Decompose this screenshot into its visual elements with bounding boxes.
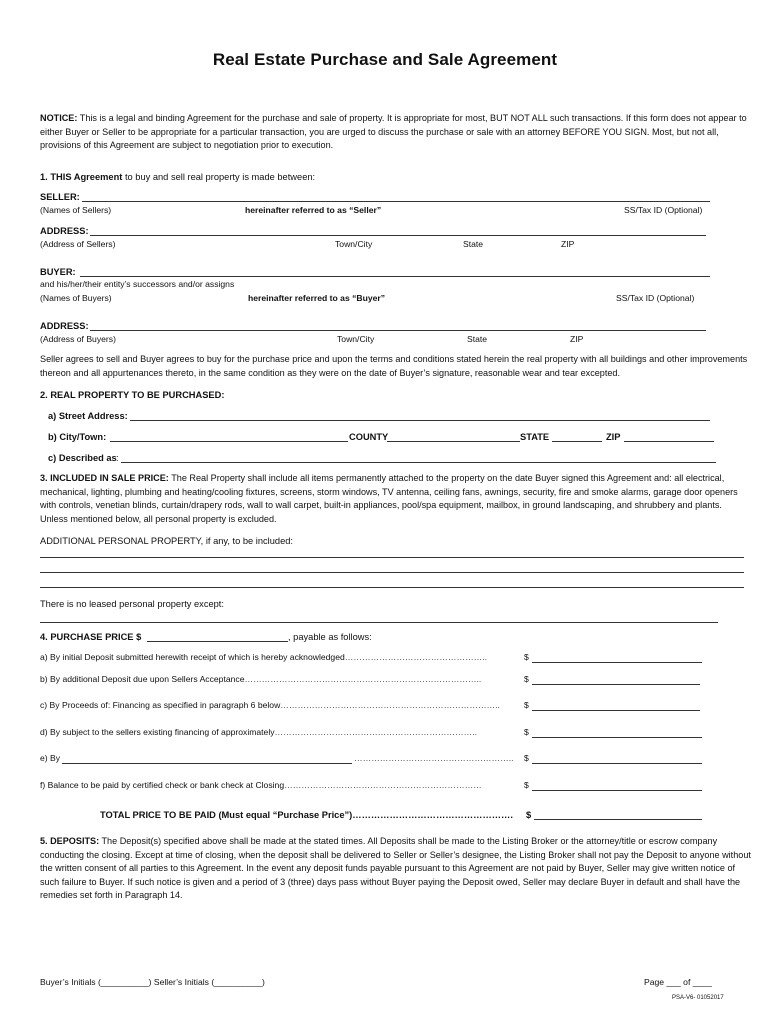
section-5-paragraph [40, 835, 752, 903]
price-a-dollar: $ [524, 652, 529, 662]
price-line-c-dots: ………………………………………………………………….. [280, 700, 500, 710]
price-f-dollar: $ [524, 780, 529, 790]
price-f-field[interactable] [532, 790, 702, 791]
price-a-field[interactable] [532, 662, 702, 663]
seller-address-caption: (Address of Sellers) [40, 239, 116, 249]
price-line-f [40, 779, 482, 792]
price-e-field[interactable] [532, 763, 702, 764]
seller-ref-caption: hereinafter referred to as “Seller” [245, 205, 382, 215]
seller-names-caption: (Names of Sellers) [40, 205, 112, 215]
street-address-field[interactable] [130, 420, 710, 421]
price-line-f-label: f) Balance to be paid by certified check or bank check at Closing [40, 780, 285, 790]
buyer-label: BUYER: [40, 267, 76, 277]
total-price-label: TOTAL PRICE TO BE PAID (Must equal “Purchase Price”) [100, 810, 353, 820]
city-town-label: b) City/Town: [48, 432, 107, 442]
seller-zip-caption: ZIP [561, 239, 575, 249]
purchase-price-label: 4. PURCHASE PRICE $ [40, 632, 142, 642]
price-line-a [40, 651, 487, 664]
buyer-town-caption: Town/City [337, 334, 375, 344]
section-3-bold: 3. INCLUDED IN SALE PRICE: [40, 473, 169, 483]
price-line-b-label: b) By additional Deposit due upon Sellers Acceptance [40, 674, 245, 684]
seller-name-field[interactable] [82, 201, 710, 202]
buyer-address-field[interactable] [90, 330, 706, 331]
page-number: Page ___ of ____ [644, 977, 712, 987]
initials-line[interactable]: Buyer’s Initials (__________) Seller’s Initials (__________) [40, 977, 265, 987]
price-c-dollar: $ [524, 700, 529, 710]
price-line-a-dots: ………………………………………….. [344, 652, 488, 662]
price-b-field[interactable] [532, 684, 700, 685]
price-d-field[interactable] [532, 737, 702, 738]
section-5-bold: 5. DEPOSITS: [40, 836, 100, 846]
section-3-paragraph [40, 472, 752, 526]
price-c-field[interactable] [532, 710, 700, 711]
seller-address-field[interactable] [90, 235, 706, 236]
price-e-description-field[interactable] [62, 763, 352, 764]
form-code: PSA-V6- 01052017 [672, 995, 724, 1001]
described-as-field[interactable] [121, 462, 716, 463]
seller-state-caption: State [463, 239, 484, 249]
purchase-price-field[interactable] [147, 641, 288, 642]
price-e-dollar: $ [524, 753, 529, 763]
described-as-colon: : [116, 453, 119, 463]
price-line-d-label: d) By subject to the sellers existing financing of approximately [40, 727, 275, 737]
section-1-intro [40, 170, 315, 184]
buyer-address-label: ADDRESS: [40, 321, 89, 331]
seller-taxid-caption: SS/Tax ID (Optional) [624, 205, 703, 215]
zip-label: ZIP [606, 432, 621, 442]
total-price-field[interactable] [534, 819, 702, 820]
page-title: Real Estate Purchase and Sale Agreement [212, 50, 558, 69]
additional-property-line-2[interactable] [40, 572, 744, 573]
county-field[interactable] [387, 441, 520, 442]
seller-address-label: ADDRESS: [40, 226, 89, 236]
buyer-address-caption: (Address of Buyers) [40, 334, 116, 344]
zip-field[interactable] [624, 441, 714, 442]
price-line-b [40, 673, 481, 686]
buyer-ref-caption: hereinafter referred to as “Buyer” [248, 293, 386, 303]
total-price-dollar: $ [526, 810, 532, 820]
buyer-names-caption: (Names of Buyers) [40, 293, 112, 303]
buyer-taxid-caption: SS/Tax ID (Optional) [616, 293, 695, 303]
price-line-c-label: c) By Proceeds of: Financing as specified in paragraph 6 below [40, 700, 281, 710]
price-line-f-dots: …………………………………………………………… [284, 780, 482, 790]
price-line-e-label: e) By [40, 753, 61, 763]
buyer-zip-caption: ZIP [570, 334, 584, 344]
total-price-dots: ……………………………………………. [352, 810, 513, 820]
price-line-b-dots: ……………………………………………………………………….. [244, 674, 482, 684]
notice-label: NOTICE: [40, 113, 78, 123]
seller-label: SELLER: [40, 192, 80, 202]
agreement-paragraph: Seller agrees to sell and Buyer agrees to buy for the purchase price and upon the terms and conditions stated herein the real property with all buildings and other improvements thereon and all appurtenances thereto, in the same condition as they were on the date of Buyer’s signature, reasonable wear and tear excepted. [40, 354, 748, 378]
county-label: COUNTY [349, 432, 389, 442]
price-line-c [40, 699, 500, 712]
price-b-dollar: $ [524, 674, 529, 684]
section-2-heading: 2. REAL PROPERTY TO BE PURCHASED: [40, 390, 225, 400]
additional-property-line-3[interactable] [40, 587, 744, 588]
state-field[interactable] [552, 441, 602, 442]
additional-property-label: ADDITIONAL PERSONAL PROPERTY, if any, to be included: [40, 536, 294, 546]
section-1-number: 1. [40, 172, 48, 182]
buyer-state-caption: State [467, 334, 488, 344]
street-address-label: a) Street Address: [48, 411, 128, 421]
notice-text: This is a legal and binding Agreement for the purchase and sale of property. It is appropriate for most, BUT NOT ALL such transactions. If this form does not appear to either Buyer or Seller to be appropriate for a particular transaction, you are urged to discuss the purchase or sale with an attorney BEFORE YOU SIGN. Most, but not all, provisions of this Agreement are subject to negotiation prior to execution. [40, 113, 747, 151]
section-1-rest: to buy and sell real property is made between: [124, 172, 316, 182]
price-line-d-dots: …………………………………………………………….. [274, 727, 477, 737]
seller-town-caption: Town/City [335, 239, 373, 249]
buyer-name-field[interactable] [80, 276, 710, 277]
price-line-d [40, 726, 477, 739]
section-5-text: The Deposit(s) specified above shall be made at the stated times. All Deposits shall be made to the Listing Broker or the attorney/title or escrow company conducting the closing. Except at time of closing, when the deposit shall be delivered to Seller or Seller’s designee, the Listing Broker shall not pay the Deposit to anyone without the written consent of all parties to this Agreement. In the event any deposit funds payable pursuant to this Agreement are not paid by Buyer, Seller may give written notice of such failure to Buyer. If such notice is given and a period of 3 (three) days pass without Buyer paying the Deposit owed, Seller may declare Buyer in default and shall have the remedies set forth in Paragraph 14. [40, 836, 751, 901]
buyer-successors-caption: and his/her/their entity’s successors and/or assigns [40, 279, 235, 289]
section-1-bold: THIS Agreement [50, 172, 123, 182]
leased-property-line[interactable] [40, 622, 718, 623]
payable-text: , payable as follows: [288, 632, 372, 642]
notice-paragraph [40, 112, 752, 153]
additional-property-line-1[interactable] [40, 557, 744, 558]
described-as-label: c) Described as [48, 453, 117, 463]
section-3-text: The Real Property shall include all items permanently attached to the property on the date Buyer signed this Agreement and: all electrical, mechanical, lighting, plumbing and heating/cooling fixtures, screens, storm windows, TV antenna, ceiling fans, awnings, security, fire and smoke alarms, garage door openers with controls, venetian blinds, curtain/drapery rods, wall to wall carpet, built-in appliances, pool/spa equipment, mailbox, in ground landscaping, and shrubbery and plants. Unless mentioned below, all personal property is excluded. [40, 473, 738, 524]
state-label: STATE [520, 432, 550, 442]
price-d-dollar: $ [524, 727, 529, 737]
price-line-a-label: a) By initial Deposit submitted herewith receipt of which is hereby acknowledged [40, 652, 345, 662]
city-town-field[interactable] [110, 441, 348, 442]
total-price-line [100, 808, 513, 822]
price-line-e-dots: ……………………………………………….. [354, 753, 514, 763]
leased-property-label: There is no leased personal property except: [40, 599, 224, 609]
